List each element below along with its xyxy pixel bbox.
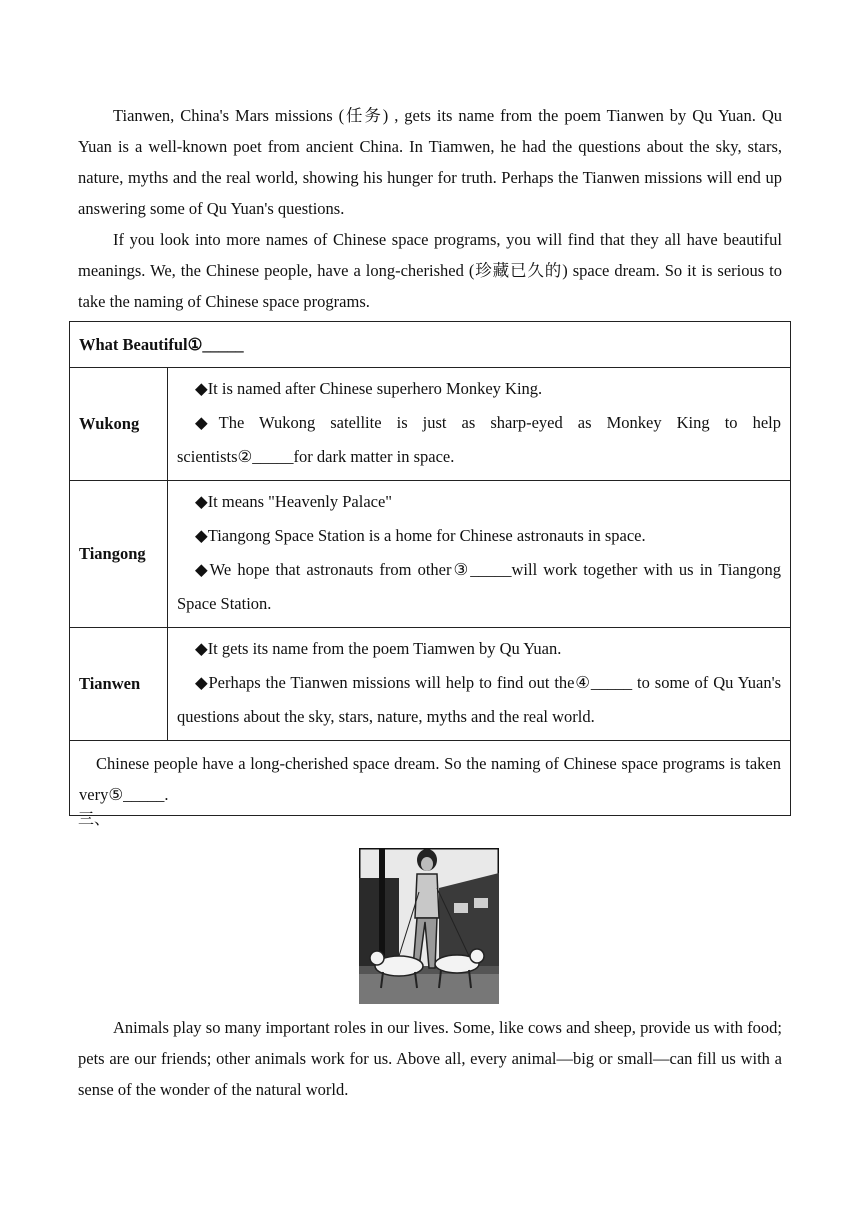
section-3-label: 三、 <box>78 809 111 828</box>
passage-paragraph-2: If you look into more names of Chinese space programs, you will find that they all have beautiful meanings. We, the Chinese people, have a long-cherished (珍藏已久的) space dream. So it is serious to take the naming of Chinese space programs. <box>78 230 782 311</box>
passage-paragraph-1: Tianwen, China's Mars missions (任务) , gets its name from the poem Tianwen by Qu Yuan. Qu Yuan is a well-known poet from ancient China. In Tiamwen, he had the questions about the sky, stars, nature, myths and the real world, showing his hunger for truth. Perhaps the Tianwen missions will end up answering some of Qu Yuan's questions. <box>78 106 782 218</box>
table-line: ◆It means "Heavenly Palace" <box>195 492 393 511</box>
table-footer: Chinese people have a long-cherished space dream. So the naming of Chinese space programs is taken very⑤_____. <box>79 754 781 804</box>
table-row <box>70 628 791 741</box>
row-name-wukong: Wukong <box>70 368 168 481</box>
table-line: ◆Perhaps the Tianwen missions will help to find out the④_____ to some of Qu Yuan's questions about the sky, stars, nature, myths and the real world. <box>177 673 781 726</box>
table-row <box>70 481 791 628</box>
table-line: ◆Tiangong Space Station is a home for Chinese astronauts in space. <box>195 526 646 545</box>
table-line: ◆The Wukong satellite is just as sharp-eyed as Monkey King to help scientists②_____for dark matter in space. <box>177 413 781 466</box>
table-header: What Beautiful①_____ <box>70 322 791 368</box>
table-footer-cell <box>70 741 791 816</box>
row-name-tianwen: Tianwen <box>70 628 168 741</box>
table-header-row <box>70 322 791 368</box>
row-desc-wukong <box>168 368 791 481</box>
table-line: ◆It gets its name from the poem Tiamwen by Qu Yuan. <box>195 639 562 658</box>
row-name-tiangong: Tiangong <box>70 481 168 628</box>
photo-woman-walking-dogs <box>359 848 499 1004</box>
section-3-paragraph-1: Animals play so many important roles in our lives. Some, like cows and sheep, provide us with food; pets are our friends; other animals work for us. Above all, every animal—big or small—can fill us with a sense of the wonder of the natural world. <box>78 1018 782 1099</box>
table-line: ◆It is named after Chinese superhero Monkey King. <box>195 379 543 398</box>
info-table <box>69 321 791 816</box>
table-row <box>70 368 791 481</box>
row-desc-tiangong <box>168 481 791 628</box>
table-footer-row <box>70 741 791 816</box>
row-desc-tianwen <box>168 628 791 741</box>
table-line: ◆We hope that astronauts from other③_____will work together with us in Tiangong Space Station. <box>177 560 781 613</box>
